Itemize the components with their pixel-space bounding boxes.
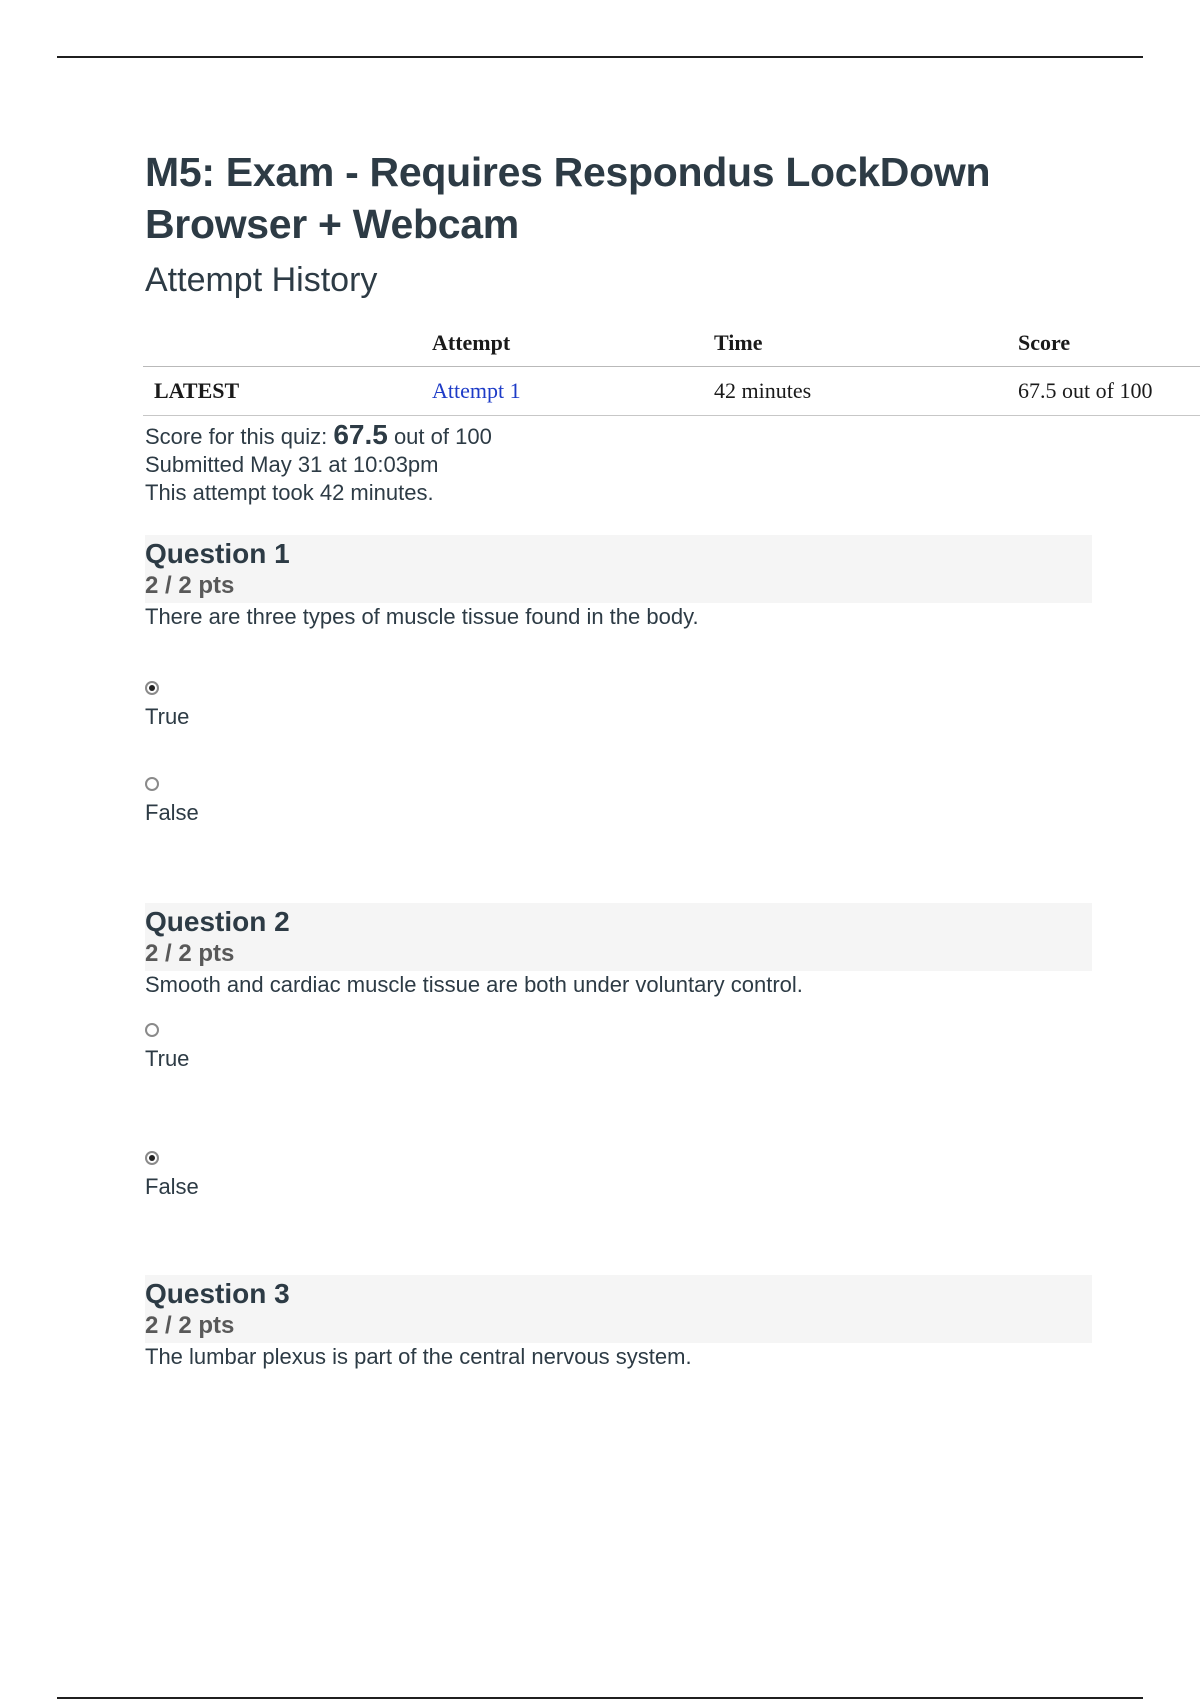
question-2: [145, 903, 1200, 1201]
bottom-divider: [57, 1697, 1143, 1699]
table-row: [143, 367, 1200, 416]
column-header-attempt: Attempt: [432, 320, 714, 367]
question-1: [145, 535, 1200, 827]
latest-label: LATEST: [143, 367, 432, 416]
answer-option-false[interactable]: [145, 1151, 1200, 1201]
column-header-tag: [143, 320, 432, 367]
quiz-score-line: Score for this quiz: 67.5 out of 100: [145, 419, 492, 450]
column-header-score: Score: [1018, 320, 1200, 367]
question-title: Question 1: [145, 538, 290, 569]
attempt-history-heading: Attempt History: [145, 261, 378, 299]
attempt-1-link[interactable]: Attempt 1: [432, 378, 521, 403]
question-text: There are three types of muscle tissue found in the body.: [145, 604, 699, 629]
attempt-score: 67.5 out of 100: [1018, 367, 1200, 416]
answer-label: False: [145, 1174, 199, 1199]
submitted-time: Submitted May 31 at 10:03pm: [145, 452, 439, 477]
radio-unselected-icon[interactable]: [145, 777, 159, 791]
page-title: M5: Exam - Requires Respondus LockDown Browser + Webcam: [145, 149, 991, 247]
question-header: [145, 903, 1092, 971]
question-header: [145, 535, 1092, 603]
radio-selected-icon[interactable]: [145, 681, 159, 695]
answer-option-false[interactable]: [145, 777, 1200, 827]
question-title: Question 3: [145, 1278, 290, 1309]
question-points: 2 / 2 pts: [145, 940, 235, 967]
quiz-results: [145, 146, 1200, 1371]
answer-label: True: [145, 704, 190, 729]
answer-label: False: [145, 800, 199, 825]
radio-unselected-icon[interactable]: [145, 1023, 159, 1037]
top-divider: [57, 56, 1143, 58]
question-points: 2 / 2 pts: [145, 572, 235, 599]
attempt-duration: This attempt took 42 minutes.: [145, 480, 434, 505]
column-header-time: Time: [714, 320, 1018, 367]
question-3: [145, 1275, 1200, 1371]
question-header: [145, 1275, 1092, 1343]
quiz-score-value: 67.5: [333, 419, 388, 450]
table-header-row: [143, 320, 1200, 367]
question-text: Smooth and cardiac muscle tissue are both under voluntary control.: [145, 972, 803, 997]
attempt-history-table: [143, 320, 1200, 416]
attempt-time: 42 minutes: [714, 367, 1018, 416]
answer-option-true[interactable]: [145, 1023, 1200, 1073]
question-points: 2 / 2 pts: [145, 1312, 235, 1339]
question-text: The lumbar plexus is part of the central nervous system.: [145, 1344, 692, 1369]
answer-label: True: [145, 1046, 190, 1071]
answer-option-true[interactable]: [145, 681, 1200, 731]
question-title: Question 2: [145, 906, 290, 937]
quiz-summary: [145, 421, 1200, 507]
radio-selected-icon[interactable]: [145, 1151, 159, 1165]
